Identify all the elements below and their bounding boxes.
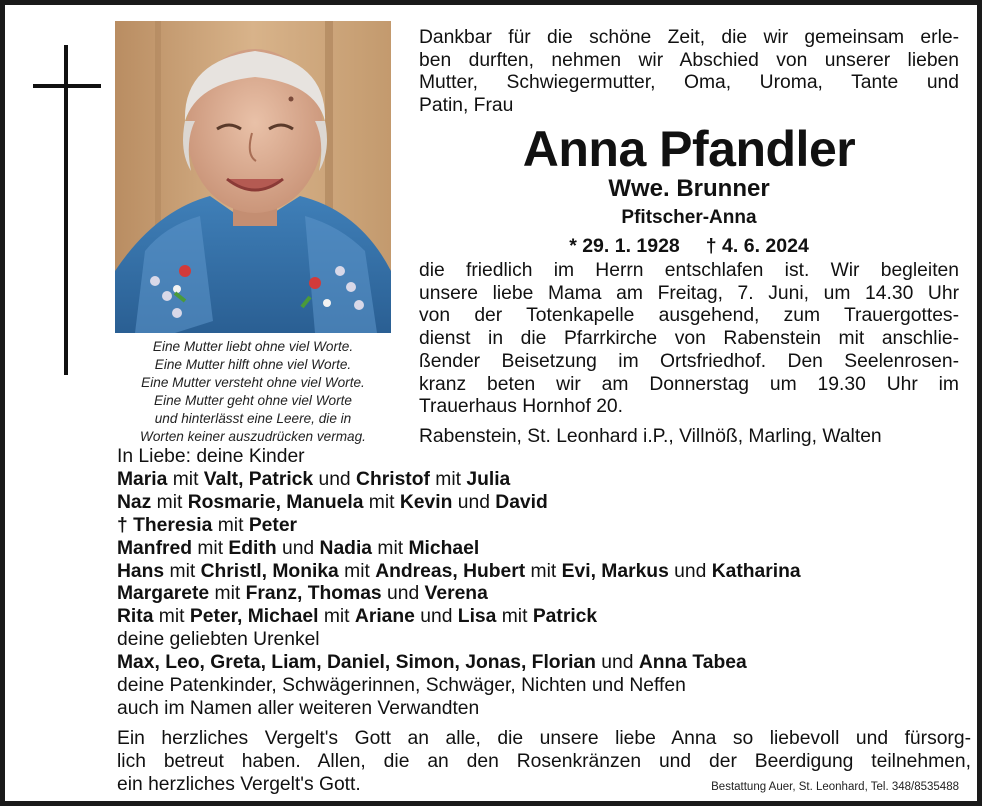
family-name: † Theresia xyxy=(117,514,213,536)
intro-line: Patin, Frau xyxy=(419,95,514,117)
family-name: Nadia xyxy=(319,537,373,559)
family-name: Kevin xyxy=(399,491,453,513)
connector: mit xyxy=(164,560,201,582)
cross-icon xyxy=(33,45,103,375)
connector: mit xyxy=(363,491,400,513)
child-row xyxy=(117,515,967,538)
family-name: Christof xyxy=(356,468,430,490)
family-name: Christl, Monika xyxy=(200,560,339,582)
child-row xyxy=(117,492,967,515)
family-name: Manfred xyxy=(117,537,192,559)
service-line: dienst in die Pfarrkirche von Rabenstein mit anschlie- xyxy=(419,328,959,350)
poem-line: Worten keiner auszudrücken vermag. xyxy=(140,429,366,444)
intro-text xyxy=(419,27,959,118)
connector: mit xyxy=(338,560,376,582)
thanks-line: ein herzliches Vergelt's Gott. xyxy=(117,774,361,795)
family-intro: In Liebe: deine Kinder xyxy=(117,446,305,467)
connector: und xyxy=(668,560,712,582)
connector: und xyxy=(276,537,320,559)
service-line: von der Totenkapelle ausgehend, zum Trauergottes- xyxy=(419,305,959,327)
child-row xyxy=(117,561,967,584)
connector: und xyxy=(414,606,458,628)
family-name: Michael xyxy=(408,537,480,559)
family-name: Max, Leo, Greta, Liam, Daniel, Simon, Jonas, Florian xyxy=(117,652,596,674)
family-list xyxy=(117,446,967,721)
service-line: unsere liebe Mama am Freitag, 7. Juni, um 14.30 Uhr xyxy=(419,282,959,304)
family-name: Julia xyxy=(466,468,511,490)
relatives: deine Patenkinder, Schwägerinnen, Schwäger, Nichten und Neffen xyxy=(117,675,686,697)
poem xyxy=(109,338,397,446)
connector: mit xyxy=(318,606,355,628)
connector: mit xyxy=(525,560,562,582)
connector: und xyxy=(452,491,496,513)
family-name: Hans xyxy=(117,560,165,582)
connector: mit xyxy=(192,537,229,559)
great-grandchildren-label: deine geliebten Urenkel xyxy=(117,629,320,651)
intro-line: Dankbar für die schöne Zeit, die wir gemeinsam erle- xyxy=(419,27,959,48)
service-text xyxy=(419,260,959,419)
death-date: † 4. 6. 2024 xyxy=(705,235,809,257)
service-line: ßender Beisetzung im Ortsfriedhof. Den Seelenrosen- xyxy=(419,350,959,372)
great-grandchildren xyxy=(117,652,967,675)
family-name: Rosmarie, Manuela xyxy=(187,491,364,513)
child-row xyxy=(117,583,967,606)
undertaker-credit: Bestattung Auer, St. Leonhard, Tel. 348/8535488 xyxy=(711,781,959,793)
connector: und xyxy=(595,652,639,674)
widow-name: Wwe. Brunner xyxy=(608,175,770,202)
connector: mit xyxy=(151,491,188,513)
deceased-name: Anna Pfandler xyxy=(522,121,856,177)
connector: und xyxy=(313,468,357,490)
intro-line: ben durften, nehmen wir Abschied von unserer lieben xyxy=(419,49,959,71)
intro-line: Mutter, Schwiegermutter, Oma, Uroma, Tante und xyxy=(419,72,959,94)
family-name: Edith xyxy=(228,537,277,559)
connector: mit xyxy=(496,606,533,628)
family-name: Peter, Michael xyxy=(189,606,319,628)
family-name: Maria xyxy=(117,468,168,490)
poem-line: Eine Mutter liebt ohne viel Worte. xyxy=(152,339,354,354)
connector: mit xyxy=(209,583,246,605)
connector: mit xyxy=(212,514,249,536)
connector: mit xyxy=(167,468,204,490)
service-line: die friedlich im Herrn entschlafen ist. Wir begleiten xyxy=(419,260,959,281)
child-row xyxy=(117,606,967,629)
family-name: Patrick xyxy=(532,606,598,628)
life-dates xyxy=(419,233,959,259)
family-name: Anna Tabea xyxy=(638,652,747,674)
child-row xyxy=(117,469,967,492)
thanks-line: lich betreut haben. Allen, die an den Rosenkränzen und der Beerdigung teilnehmen, xyxy=(117,751,971,772)
family-name: Evi, Markus xyxy=(561,560,669,582)
family-name: Naz xyxy=(117,491,152,513)
connector: mit xyxy=(153,606,190,628)
birth-date: * 29. 1. 1928 xyxy=(569,235,680,257)
family-name: Franz, Thomas xyxy=(245,583,382,605)
places: Rabenstein, St. Leonhard i.P., Villnöß, Marling, Walten xyxy=(419,426,882,447)
family-name: Katharina xyxy=(711,560,801,582)
poem-line: Eine Mutter versteht ohne viel Worte. xyxy=(141,375,365,390)
family-name: Verena xyxy=(424,583,488,605)
family-name: Lisa xyxy=(457,606,497,628)
poem-line: Eine Mutter geht ohne viel Worte xyxy=(154,393,352,408)
portrait-photo xyxy=(115,21,391,333)
children-list xyxy=(117,469,967,629)
connector: mit xyxy=(372,537,409,559)
connector: und xyxy=(381,583,425,605)
child-row xyxy=(117,538,967,561)
service-line: kranz beten wir am Donnerstag um 19.30 Uhr im xyxy=(419,373,959,395)
nickname: Pfitscher-Anna xyxy=(621,207,757,228)
thanks-line: Ein herzliches Vergelt's Gott an alle, die unsere liebe Anna so liebevoll und fürsorg- xyxy=(117,728,971,749)
family-name: Margarete xyxy=(117,583,210,605)
family-name: David xyxy=(495,491,548,513)
other-relatives: auch im Namen aller weiteren Verwandten xyxy=(117,697,480,719)
family-name: Ariane xyxy=(354,606,415,628)
connector: mit xyxy=(429,468,467,490)
family-name: Peter xyxy=(248,514,298,536)
poem-line: Eine Mutter hilft ohne viel Worte. xyxy=(154,357,352,372)
poem-line: und hinterlässt eine Leere, die in xyxy=(154,411,352,426)
family-name: Valt, Patrick xyxy=(203,468,314,490)
family-name: Rita xyxy=(117,606,154,628)
family-name: Andreas, Hubert xyxy=(375,560,526,582)
service-line: Trauerhaus Hornhof 20. xyxy=(419,396,623,418)
